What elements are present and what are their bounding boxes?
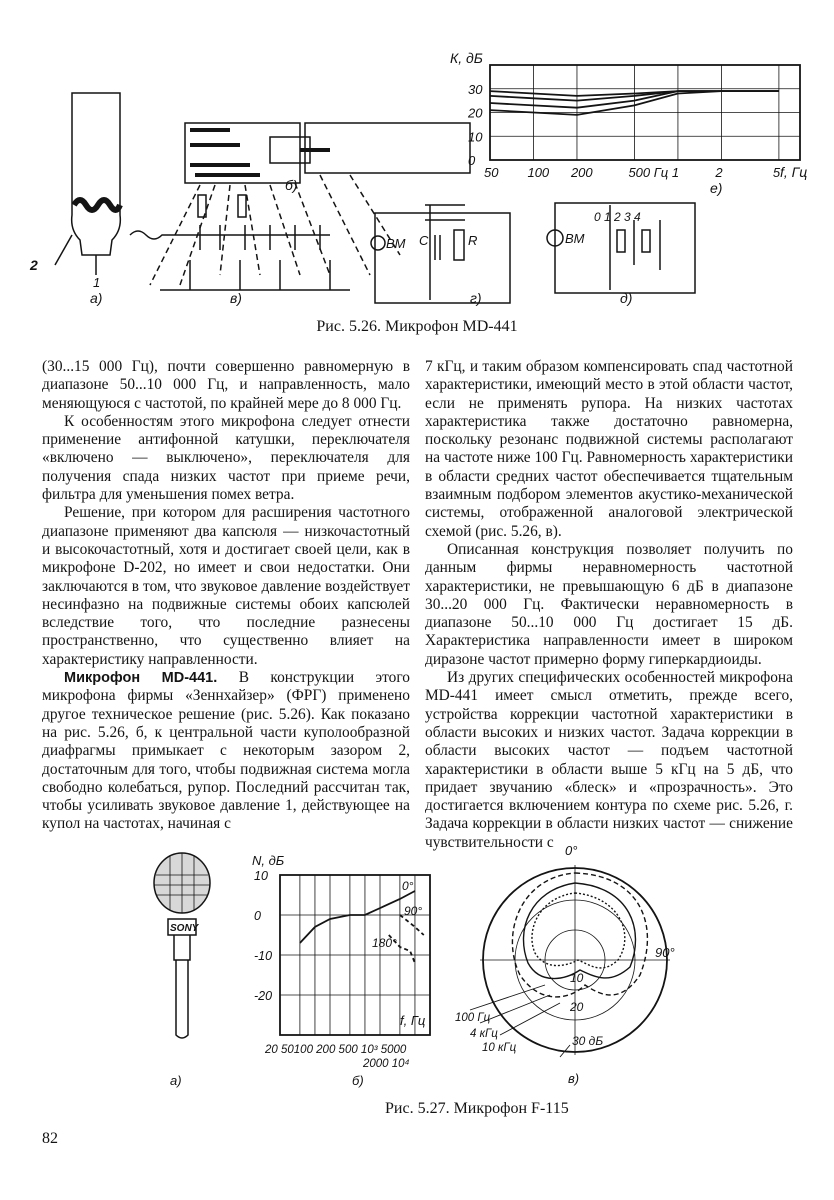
x-ticks-2: 2000 10⁴ <box>363 1058 410 1070</box>
label-v: в) <box>230 290 242 306</box>
label-c: C <box>419 233 429 248</box>
circuit-g-frame <box>375 213 510 303</box>
figure-5-26-drawing <box>30 50 810 320</box>
label-b-bottom: б) <box>352 1073 364 1088</box>
chart-e <box>450 50 807 180</box>
chart-e-ylabel: К, дБ <box>450 50 483 66</box>
y-tick: 0 <box>468 153 476 168</box>
legend-4khz: 4 кГц <box>470 1028 498 1040</box>
text-column-left <box>42 358 410 834</box>
figure-5-26 <box>30 50 810 320</box>
polar-r30: 30 дБ <box>572 1034 604 1048</box>
y-tick: 0 <box>254 909 261 923</box>
section-heading: Микрофон MD-441. <box>64 670 218 687</box>
figure-5-27-drawing <box>140 835 700 1100</box>
polar-r20: 20 <box>570 1000 584 1014</box>
y-tick: 20 <box>468 105 483 121</box>
label-sw: 0 1 2 3 4 <box>594 210 641 224</box>
paragraph: Решение, при котором для расширения частотного диапазоне применяют два капсюля — низкочастотный и высокочастотный, хотя и достигает своей цели, как в микрофоне D-202, но имеет и свои недостатки. Они заключаются в том, что звуковое давление воздействует несинфазно на подвижные системы обоих капсюлей вследствие того, что последние разнесены пространственно, что существенно влияет на характеристику направленности. <box>42 504 410 668</box>
series-90° <box>400 915 424 935</box>
paragraph: Описанная конструкция позволяет получить по данным фирмы неравномерность частотной характеристики, не превышающую 6 дБ в диапазоне 30...20 000 Гц. Фактически неравномерность в диапазоне 50...10 000 Гц достигает 15 дБ. Характеристика направленности имеет в широком диразоне частот примерно форму гиперкардиоиды. <box>425 540 793 668</box>
label-vm2: ВМ <box>565 231 585 246</box>
chart-e-xlabel: f, Гц <box>780 164 808 180</box>
angle-90: 90° <box>404 904 423 918</box>
caption-fig-5-26: Рис. 5.26. Микрофон MD-441 <box>316 318 518 335</box>
x-tick: 5 <box>772 165 781 180</box>
chart-b <box>252 853 430 1070</box>
paragraph-md441 <box>42 669 410 834</box>
polar-90deg: 90° <box>655 945 675 960</box>
x-tick: 2 <box>715 165 723 180</box>
mic-body-a <box>72 93 121 255</box>
caption-fig-5-27: Рис. 5.27. Микрофон F-115 <box>385 1100 569 1117</box>
y-tick: -20 <box>254 989 273 1003</box>
polar-0deg: 0° <box>565 843 578 858</box>
y-tick: 30 <box>468 81 483 97</box>
y-tick: -10 <box>254 949 273 963</box>
y-tick: 10 <box>254 869 268 883</box>
angle-180: 180° <box>372 936 397 950</box>
microphone-a <box>154 853 210 1038</box>
x-ticks-1: 20 50100 200 500 10³ 5000 <box>265 1044 407 1056</box>
x-tick: 100 <box>527 165 550 180</box>
label-b: б) <box>285 177 298 193</box>
y-tick: 10 <box>468 129 483 145</box>
figure-5-27 <box>140 835 700 1100</box>
series-0° <box>300 891 415 943</box>
label-a: а) <box>90 290 103 306</box>
paragraph-body: В конструкции этого микрофона фирмы «Зеннхайзер» (ФРГ) применено другое техническое решение (рис. 5.26). Как показано на рис. 5.26, б, к центральной части куполообразной диафрагмы примыкает с некоторым зазором 2, достаточным для того, чтобы подвижная система могла свободно колебаться, рупор. Последний рассчитан так, чтобы усиливать звуковое давление 1, действующее на купол на частотах, начиная с <box>42 669 410 833</box>
polar-r10: 10 <box>570 971 584 985</box>
paragraph: К особенностям этого микрофона следует отнести применение антифонной катушки, переключателя «включено — выключено», переключателя для получения спада низких частот при приеме речи, фильтра для уменьшения помех ветра. <box>42 412 410 504</box>
legend-100hz: 100 Гц <box>455 1012 491 1024</box>
x-tick: 500 Гц <box>628 165 669 180</box>
legend-10khz: 10 кГц <box>482 1042 517 1054</box>
text-column-right <box>425 358 793 852</box>
angle-0: 0° <box>402 879 414 893</box>
label-d: д) <box>620 290 633 306</box>
paragraph: (30...15 000 Гц), почти совершенно равномерную в диапазоне 50...10 000 Гц, и направленность, мало меняющуюся с частотой, по крайней мере до 8 000 Гц. <box>42 358 410 412</box>
label-e: е) <box>710 180 723 196</box>
label-a-bottom: а) <box>170 1073 182 1088</box>
label-r: R <box>468 233 478 248</box>
x-tick: 1 <box>671 165 680 180</box>
page-number: 82 <box>42 1130 58 1147</box>
paragraph: 7 кГц, и таким образом компенсировать спад частотной характеристики, имеющий место в этой области частот, если не применять рупора. На низких частотах характеристика также достаточно равномерна, поскольку резонанс подвижной системы располагают на частоте ниже 100 Гц. Равномерность характеристики в области средних частот обеспечивается тщательным взаимным подбором элементов акустико-механической системы, отображенной аналоговой электрической схемой (рис. 5.26, в). <box>425 358 793 540</box>
x-tick: 50 <box>484 165 499 180</box>
chart-b-xlabel: f, Гц <box>400 1013 426 1028</box>
label-v-bottom: в) <box>568 1071 580 1086</box>
polar-diagram <box>470 865 670 1057</box>
paragraph: Из других специфических особенностей микрофона MD-441 имеет смысл отметить, прежде всего, устройства коррекции частотной характеристики в области высоких и низких частот. Задача коррекции в области высоких частот — подъем частотной характеристики в области выше 5 кГц на 5 дБ, что придает звучанию «блеск» и «прозрачность». Это достигается включением контура по схеме рис. 5.26, г. Задача коррекции в области низких частот — снижение чувствительности с <box>425 669 793 851</box>
label-n2: 2 <box>30 257 38 273</box>
label-vm1: ВМ <box>386 236 406 251</box>
x-tick: 200 <box>570 165 593 180</box>
label-n1: 1 <box>93 275 101 290</box>
label-g: г) <box>470 290 482 306</box>
sony-logo: SONY <box>170 923 199 934</box>
chart-b-ylabel: N, дБ <box>252 853 285 868</box>
